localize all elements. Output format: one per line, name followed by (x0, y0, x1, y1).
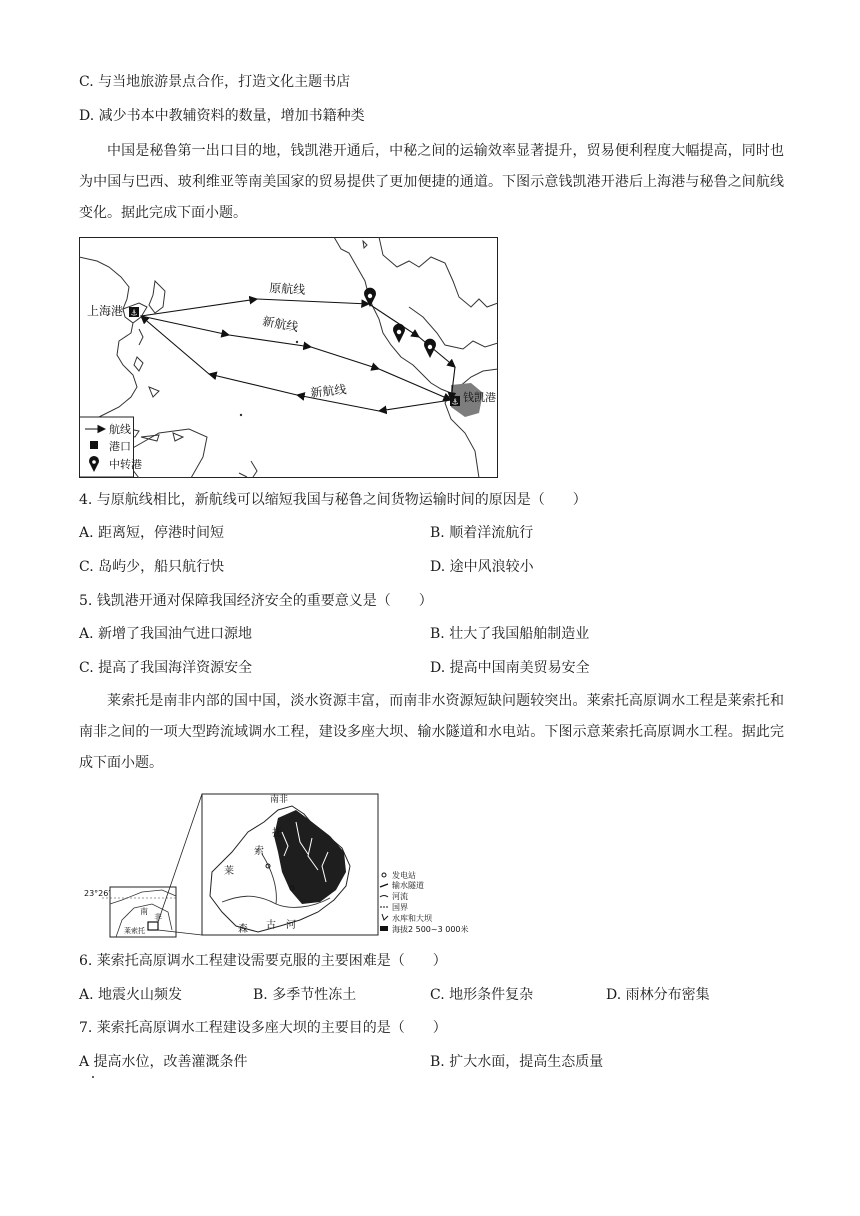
option-c-prev: C. 与当地旅游景点合作，打造文化主题书店 (79, 74, 351, 90)
q5-option-c: C. 提高了我国海洋资源安全 (79, 660, 253, 676)
q6-option-a: A. 地震火山频发 (79, 987, 183, 1003)
passage-chancay: 中国是秘鲁第一出口目的地，钱凯港开通后，中秘之间的运输效率显著提升，贸易便利程度大幅提高，同时也为中国与巴西、玻利维亚等南美国家的贸易提供了更加便捷的通道。下图示意钱凯港开港后上海港与秘鲁之间航线变化。据此完成下面小题。 (79, 143, 784, 221)
passage-lesotho: 莱索托是南非内部的国中国，淡水资源丰富，而南非水资源短缺问题较突出。莱索托高原调水工程是莱索托和南非之间的一项大型跨流域调水工程，建设多座大坝、输水隧道和水电站。下图示意莱索托高原调水工程。据此完成下面小题。 (79, 693, 784, 771)
q7-stem: 7. 莱索托高原调水工程建设多座大坝的主要目的是（ ） (79, 1020, 447, 1036)
q4-option-d: D. 途中风浪较小 (430, 559, 534, 575)
chancay-label: 钱凯港 (463, 391, 496, 404)
svg-text:⚓: ⚓ (451, 397, 459, 407)
q6-option-b: B. 多季节性冻土 (253, 987, 357, 1003)
new-route-label-1: 新航线 (261, 314, 300, 335)
q5-option-a: A. 新增了我国油气进口源地 (79, 626, 253, 642)
q4-option-a: A. 距离短，停港时间短 (79, 525, 225, 541)
inset-fei: 非 (154, 913, 162, 922)
q4-stem: 4. 与原航线相比，新航线可以缩短我国与秘鲁之间货物运输时间的原因是（ ） (79, 492, 587, 508)
stray-dot (92, 1076, 94, 1078)
map-sen: 森 (238, 924, 248, 935)
map-lai: 莱 (224, 866, 234, 877)
anchor-icon (450, 396, 460, 407)
new-route-label-2: 新航线 (309, 382, 348, 400)
legend-border: 国界 (392, 903, 408, 912)
legend-altitude: 海拔2 500~3 000米 (392, 925, 469, 934)
tropic-label: 23°26′ (84, 889, 111, 898)
anchor-icon (129, 307, 139, 318)
q4-option-b: B. 顺着洋流航行 (430, 525, 534, 541)
q6-option-d: D. 雨林分布密集 (606, 987, 710, 1003)
orig-route-label: 原航线 (268, 281, 306, 297)
q5-option-b: B. 壮大了我国船舶制造业 (430, 626, 590, 642)
q6-stem: 6. 莱索托高原调水工程建设需要克服的主要困难是（ ） (79, 953, 447, 969)
anchor-icon (90, 441, 98, 449)
option-d-prev: D. 减少书本中教辅资料的数量，增加书籍种类 (79, 108, 365, 124)
inset-lesotho: 莱索托 (124, 927, 145, 935)
q7-option-b: B. 扩大水面，提高生态质量 (430, 1054, 604, 1070)
map-gu: 古 (266, 920, 276, 931)
q5-option-d: D. 提高中国南美贸易安全 (430, 660, 590, 676)
pacific-route-map (79, 237, 498, 478)
map-legend (80, 417, 143, 477)
legend-station: 发电站 (392, 871, 416, 880)
lesotho-water-map (82, 792, 472, 942)
q7-option-a: A 提高水位，改善灌溉条件 (79, 1054, 248, 1070)
q5-stem: 5. 钱凯港开通对保障我国经济安全的重要意义是（ ） (79, 593, 433, 609)
q6-option-c: C. 地形条件复杂 (430, 987, 534, 1003)
map-suo: 索 (254, 846, 264, 857)
q4-option-c: C. 岛屿少，船只航行快 (79, 559, 225, 575)
legend-route: 航线 (109, 423, 131, 436)
inset-nan: 南 (140, 907, 148, 916)
legend-river: 河流 (392, 892, 408, 901)
legend-tunnel: 输水隧道 (392, 881, 424, 890)
legend-port: 港口 (109, 440, 131, 453)
legend-dam: 水库和大坝 (392, 914, 432, 923)
map-he: 河 (286, 920, 296, 931)
svg-text:⚓: ⚓ (130, 308, 138, 318)
map2-legend (380, 870, 469, 934)
shanghai-label: 上海港 (87, 304, 124, 318)
map-tuo: 托 (272, 828, 282, 839)
legend-transfer: 中转港 (109, 458, 142, 471)
map-nanfei: 南非 (270, 795, 289, 805)
